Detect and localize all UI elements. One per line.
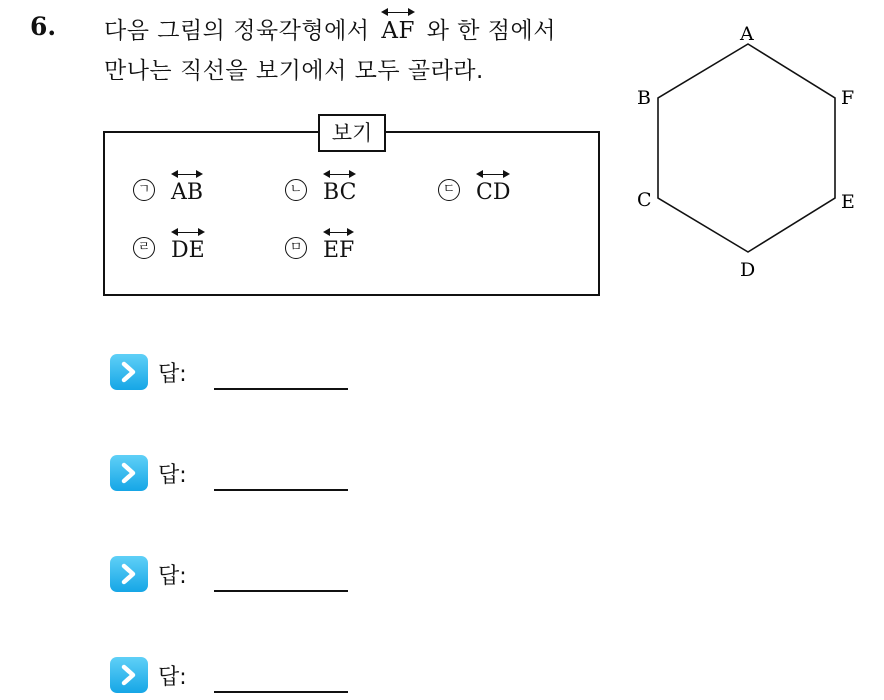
chevron-right-icon [110,354,148,390]
choice-line-label: EF [323,234,354,263]
double-arrow-icon [323,228,354,236]
answer-row [110,655,187,695]
question-text-after: 와 한 점에서 [426,18,556,44]
answer-blank[interactable] [214,691,348,693]
choice-item [285,176,360,205]
question-text-line1 [104,12,556,45]
hexagon-shape [658,44,835,252]
vertex-label-b: B [637,87,651,109]
answer-row [110,554,187,594]
chevron-right-icon [110,556,148,592]
chevron-right-icon [110,657,148,693]
choice-marker: ㄹ [133,237,155,259]
choice-item [438,176,514,205]
choice-line-label: CD [476,176,510,205]
answer-label: 답: [158,563,187,589]
question-text-line2: 만나는 직선을 보기에서 모두 골라라. [104,58,484,84]
question-text-before: 다음 그림의 정육각형에서 [104,18,370,44]
choice-line-label: AB [171,176,203,205]
answer-blank[interactable] [214,388,348,390]
hexagon-figure [620,18,870,288]
choice-marker: ㅁ [285,237,307,259]
chevron-right-icon [110,455,148,491]
vertex-label-d: D [740,259,756,281]
vertex-label-f: F [841,87,855,109]
choice-marker: ㄷ [438,179,460,201]
double-arrow-icon [381,8,415,16]
answer-label: 답: [158,664,187,690]
choice-line-label: DE [171,234,205,263]
answer-blank[interactable] [214,590,348,592]
choice-item [285,234,358,263]
double-arrow-icon [476,170,510,178]
answer-label: 답: [158,361,187,387]
answer-row [110,453,187,493]
vertex-label-e: E [841,191,855,213]
double-arrow-icon [323,170,356,178]
choice-marker: ㄴ [285,179,307,201]
vertex-label-a: A [740,23,754,45]
double-arrow-icon [171,170,203,178]
question-number: 6. [30,12,57,41]
bogi-title: 보기 [318,114,386,152]
double-arrow-icon [171,228,205,236]
line-af-label: AF [381,14,415,44]
bogi-box [103,131,600,296]
answer-row [110,352,187,392]
answer-label: 답: [158,462,187,488]
choice-marker: ㄱ [133,179,155,201]
choice-item [133,234,209,263]
vertex-label-c: C [637,189,652,211]
choice-line-label: BC [323,176,356,205]
choice-item [133,176,207,205]
answer-blank[interactable] [214,489,348,491]
